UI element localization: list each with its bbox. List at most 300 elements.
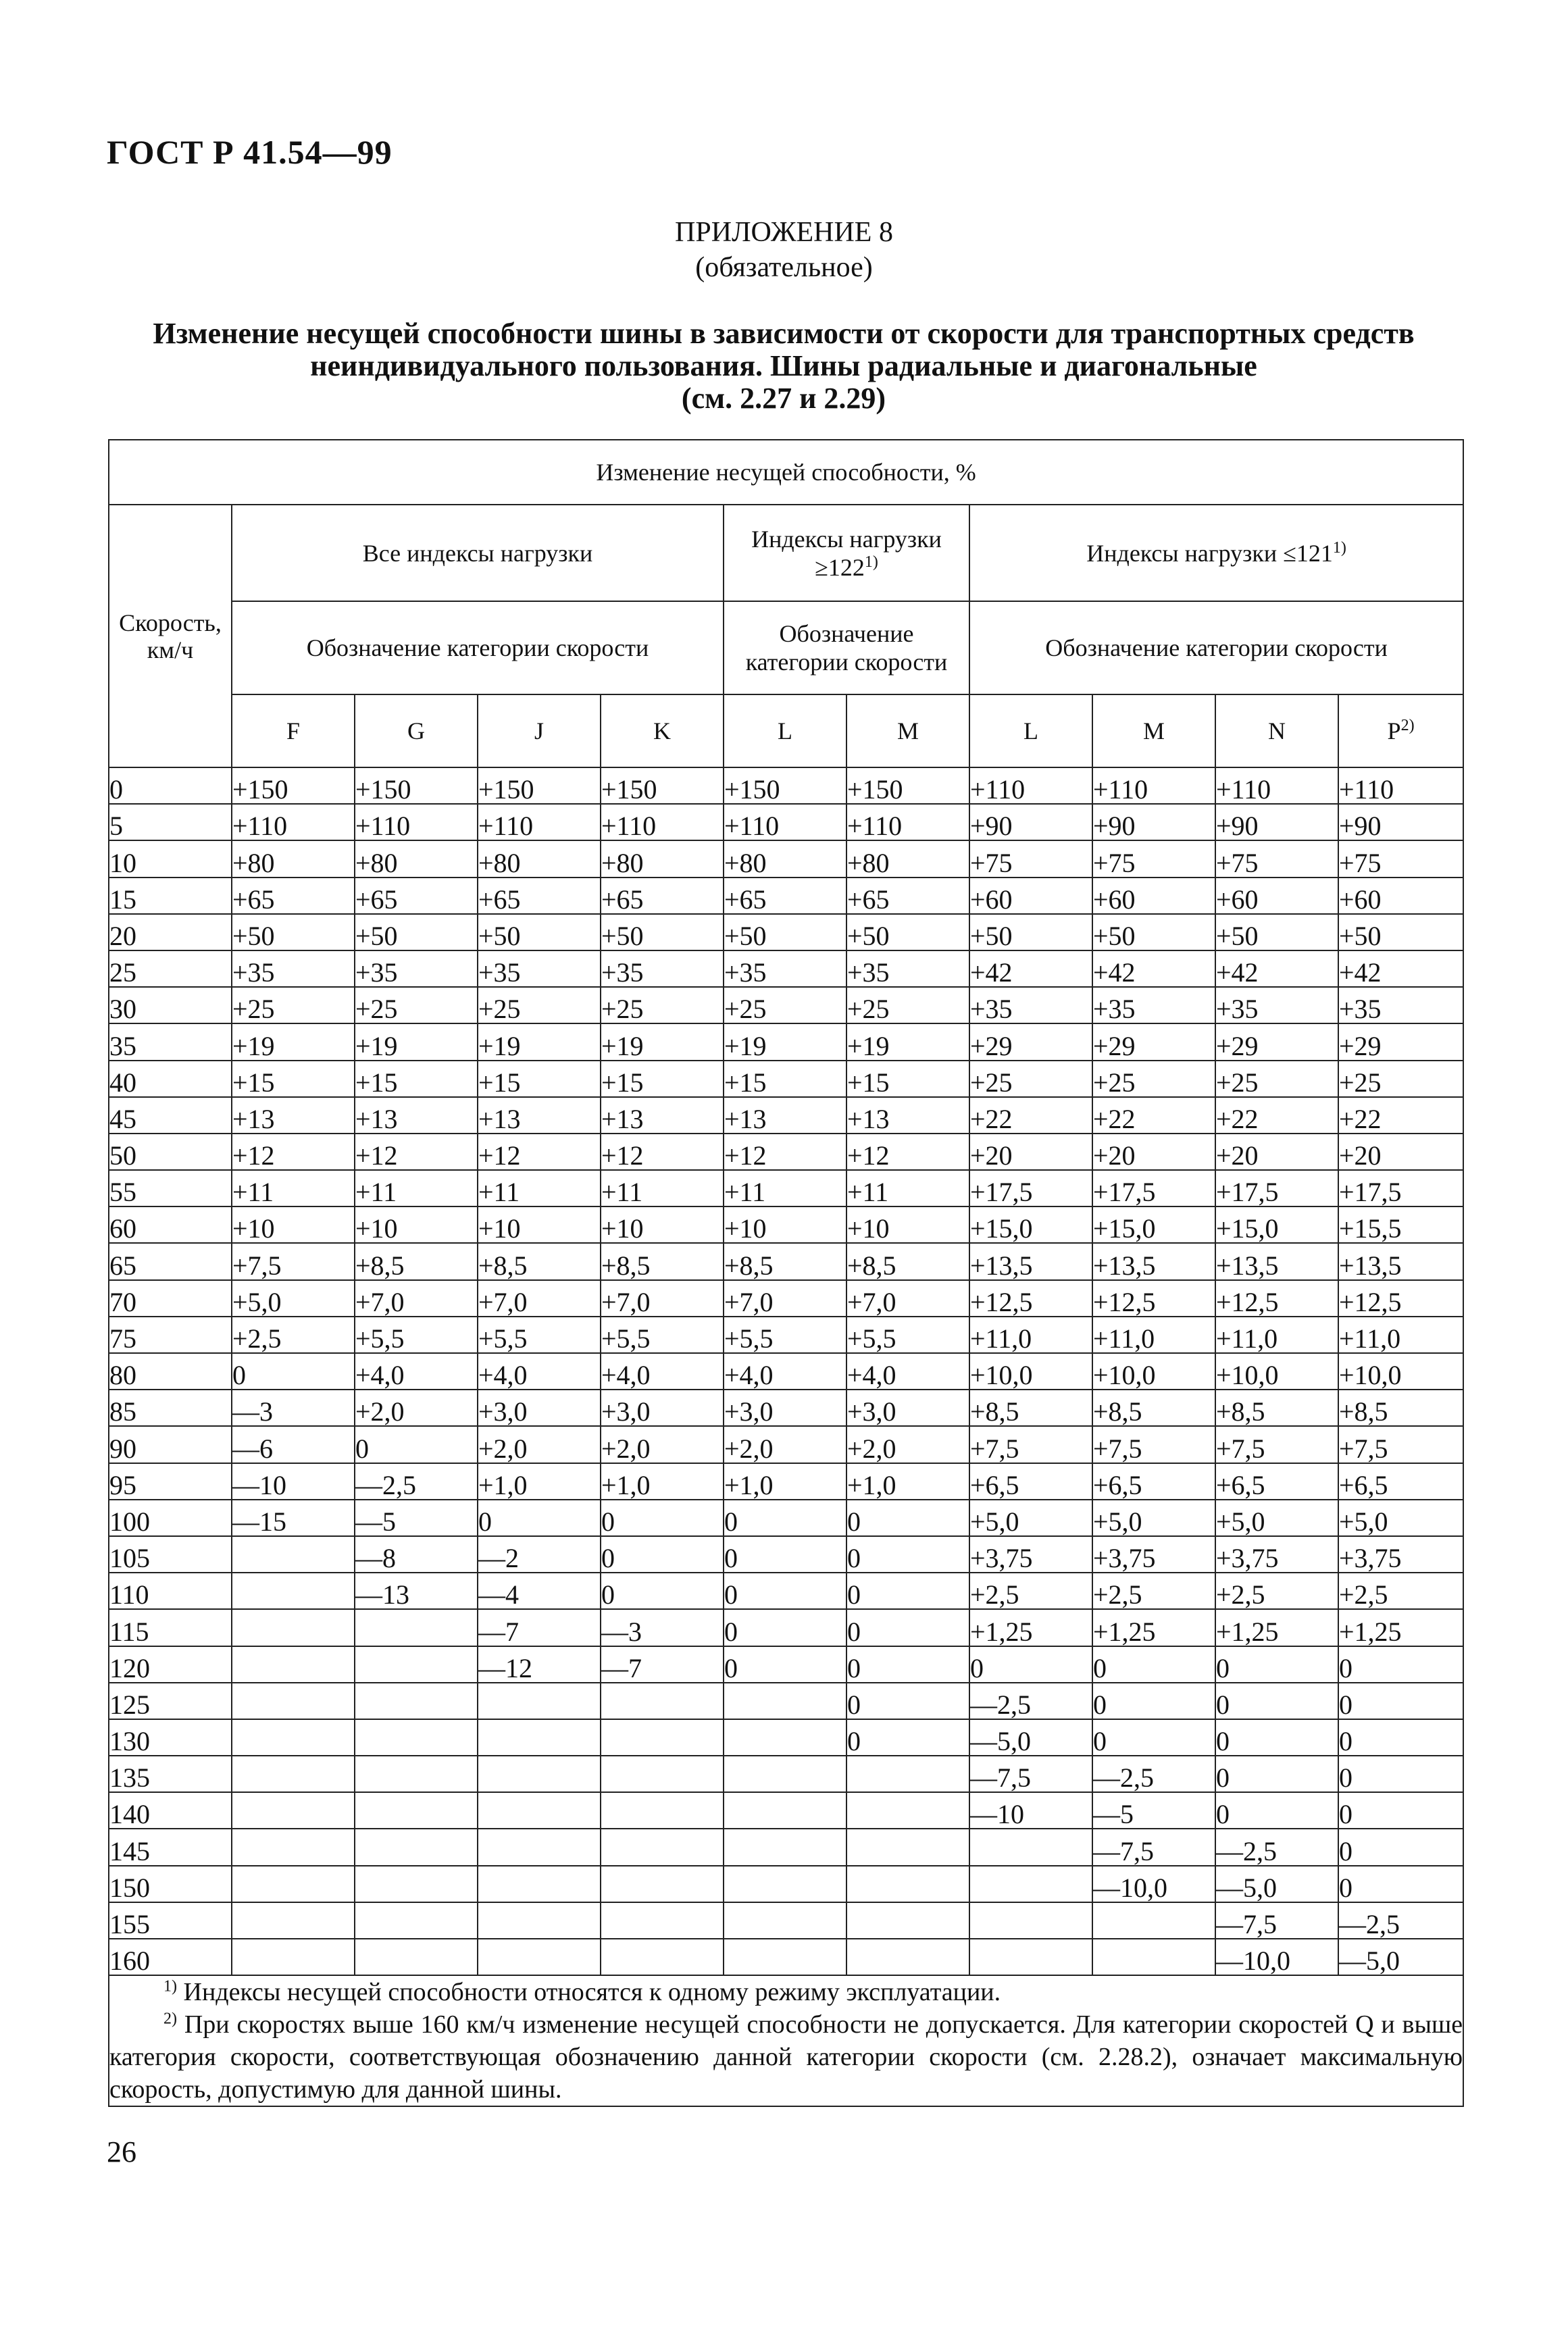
value-cell (601, 1792, 724, 1829)
value-cell: 0 (846, 1683, 969, 1719)
value-cell: —3 (601, 1609, 724, 1646)
value-cell: +50 (1338, 914, 1463, 950)
value-cell: +35 (969, 987, 1092, 1023)
speed-cell: 90 (109, 1426, 232, 1463)
speed-cell: 10 (109, 840, 232, 877)
value-cell (232, 1902, 355, 1939)
value-cell: +29 (1215, 1023, 1338, 1060)
value-cell: —7 (601, 1646, 724, 1683)
value-cell: +2,5 (1338, 1573, 1463, 1609)
value-cell: +2,0 (601, 1426, 724, 1463)
value-cell: +15 (232, 1061, 355, 1097)
document-title-line-2: неиндивидуального пользования. Шины радиальные и диагональные (310, 349, 1257, 382)
value-cell: 0 (724, 1573, 846, 1609)
value-cell: +20 (1092, 1134, 1215, 1170)
value-cell (355, 1866, 478, 1902)
value-cell: +8,5 (478, 1243, 601, 1279)
speed-cell: 85 (109, 1390, 232, 1426)
value-cell: +11 (846, 1170, 969, 1206)
table-row (109, 1536, 1463, 1573)
value-cell: +10 (601, 1206, 724, 1243)
table-row (109, 950, 1463, 987)
value-cell: +75 (1092, 840, 1215, 877)
value-cell: +12 (846, 1134, 969, 1170)
value-cell: +80 (601, 840, 724, 877)
value-cell (846, 1792, 969, 1829)
speed-cell: 150 (109, 1866, 232, 1902)
value-cell: +60 (1215, 878, 1338, 914)
value-cell: +20 (1215, 1134, 1338, 1170)
value-cell: +6,5 (1338, 1463, 1463, 1500)
document-title-line-3: (см. 2.27 и 2.29) (681, 382, 886, 415)
value-cell: +65 (478, 878, 601, 914)
value-cell: +5,5 (724, 1317, 846, 1353)
table-row (109, 1426, 1463, 1463)
appendix-status: (обязательное) (695, 252, 873, 283)
value-cell: +42 (1092, 950, 1215, 987)
value-cell: +10 (478, 1206, 601, 1243)
table-row (109, 1829, 1463, 1865)
value-cell: +15 (724, 1061, 846, 1097)
value-cell: +1,25 (969, 1609, 1092, 1646)
speed-cell: 100 (109, 1500, 232, 1536)
value-cell: +17,5 (969, 1170, 1092, 1206)
table-row (109, 1866, 1463, 1902)
value-cell: +65 (724, 878, 846, 914)
value-cell (232, 1573, 355, 1609)
value-cell: +15,5 (1338, 1206, 1463, 1243)
value-cell (478, 1719, 601, 1756)
value-cell: +15 (355, 1061, 478, 1097)
speed-category-label-all: Обозначение категории скорости (232, 601, 724, 694)
table-row (109, 1792, 1463, 1829)
value-cell: +5,0 (1092, 1500, 1215, 1536)
value-cell: +17,5 (1215, 1170, 1338, 1206)
value-cell: +110 (478, 804, 601, 840)
value-cell: +11,0 (969, 1317, 1092, 1353)
value-cell: +35 (355, 950, 478, 987)
value-cell: +12 (232, 1134, 355, 1170)
speed-cell: 35 (109, 1023, 232, 1060)
speed-cell: 5 (109, 804, 232, 840)
table-row (109, 1061, 1463, 1097)
value-cell (969, 1829, 1092, 1865)
footnotes (109, 1975, 1463, 2106)
value-cell: +150 (846, 767, 969, 804)
value-cell: +13 (724, 1097, 846, 1134)
value-cell: 0 (1092, 1683, 1215, 1719)
table-row (109, 1280, 1463, 1317)
value-cell: 0 (724, 1500, 846, 1536)
value-cell: —2,5 (1092, 1756, 1215, 1792)
speed-cell: 155 (109, 1902, 232, 1939)
value-cell: +7,5 (1215, 1426, 1338, 1463)
value-cell: +12 (724, 1134, 846, 1170)
value-cell (846, 1756, 969, 1792)
table-row (109, 840, 1463, 877)
value-cell: +8,5 (1338, 1390, 1463, 1426)
value-cell: +25 (969, 1061, 1092, 1097)
value-cell: 0 (724, 1646, 846, 1683)
value-cell: 0 (1092, 1719, 1215, 1756)
value-cell: 0 (1215, 1683, 1338, 1719)
value-cell: 0 (846, 1536, 969, 1573)
page-number: 26 (107, 2135, 136, 2168)
speed-category-label-ge-122: Обозначение категории скорости (724, 601, 969, 694)
value-cell: +11,0 (1338, 1317, 1463, 1353)
value-cell (846, 1866, 969, 1902)
value-cell: +7,5 (1338, 1426, 1463, 1463)
speed-cell: 70 (109, 1280, 232, 1317)
value-cell: +35 (232, 950, 355, 987)
value-cell (232, 1536, 355, 1573)
value-cell: 0 (846, 1500, 969, 1536)
value-cell: +11 (724, 1170, 846, 1206)
value-cell: +1,25 (1215, 1609, 1338, 1646)
value-cell: +7,5 (969, 1426, 1092, 1463)
value-cell (355, 1719, 478, 1756)
value-cell: +65 (232, 878, 355, 914)
value-cell: +25 (846, 987, 969, 1023)
table-row (109, 1683, 1463, 1719)
value-cell: 0 (601, 1536, 724, 1573)
value-cell: +150 (601, 767, 724, 804)
value-cell: 0 (355, 1426, 478, 1463)
value-cell: 0 (1338, 1829, 1463, 1865)
value-cell: +10,0 (1092, 1353, 1215, 1390)
value-cell: +150 (355, 767, 478, 804)
value-cell: +150 (724, 767, 846, 804)
value-cell (355, 1609, 478, 1646)
footnote-1: $^{1)}$ Индексы несущей способности относятся к одному режиму эксплуатации. (163, 1977, 1001, 2007)
value-cell (355, 1683, 478, 1719)
value-cell: +80 (232, 840, 355, 877)
table-row (109, 1243, 1463, 1279)
value-cell (232, 1866, 355, 1902)
value-cell: +50 (724, 914, 846, 950)
value-cell: +29 (969, 1023, 1092, 1060)
value-cell: +13 (846, 1097, 969, 1134)
value-cell: —8 (355, 1536, 478, 1573)
value-cell: +6,5 (969, 1463, 1092, 1500)
value-cell: +5,5 (478, 1317, 601, 1353)
value-cell: —7,5 (1215, 1902, 1338, 1939)
value-cell (478, 1939, 601, 1975)
value-cell: —15 (232, 1500, 355, 1536)
value-cell: —5,0 (1215, 1866, 1338, 1902)
value-cell: +75 (1338, 840, 1463, 877)
value-cell: —5,0 (1338, 1939, 1463, 1975)
value-cell (601, 1683, 724, 1719)
value-cell: +35 (478, 950, 601, 987)
category-j: J (478, 694, 601, 767)
value-cell: +3,0 (724, 1390, 846, 1426)
value-cell: +19 (478, 1023, 601, 1060)
value-cell: +80 (846, 840, 969, 877)
value-cell: +13,5 (969, 1243, 1092, 1279)
table-row (109, 1500, 1463, 1536)
value-cell: +42 (1338, 950, 1463, 987)
value-cell: +12,5 (1215, 1280, 1338, 1317)
value-cell: +7,0 (355, 1280, 478, 1317)
table-row (109, 1463, 1463, 1500)
value-cell: +15 (601, 1061, 724, 1097)
value-cell: +8,5 (724, 1243, 846, 1279)
value-cell: +5,5 (601, 1317, 724, 1353)
value-cell (724, 1792, 846, 1829)
table-row (109, 914, 1463, 950)
table-row (109, 1134, 1463, 1170)
speed-cell: 105 (109, 1536, 232, 1573)
speed-cell: 125 (109, 1683, 232, 1719)
value-cell: +80 (724, 840, 846, 877)
value-cell (1092, 1902, 1215, 1939)
value-cell: +80 (355, 840, 478, 877)
value-cell: +4,0 (724, 1353, 846, 1390)
value-cell: +90 (1092, 804, 1215, 840)
value-cell: 0 (846, 1719, 969, 1756)
category-f: F (232, 694, 355, 767)
value-cell (232, 1792, 355, 1829)
category-l-le121: L (969, 694, 1092, 767)
value-cell: +10 (724, 1206, 846, 1243)
value-cell: +35 (601, 950, 724, 987)
value-cell: +80 (478, 840, 601, 877)
value-cell: —3 (232, 1390, 355, 1426)
value-cell: +5,5 (846, 1317, 969, 1353)
table-row (109, 987, 1463, 1023)
value-cell: +12,5 (969, 1280, 1092, 1317)
value-cell: +8,5 (969, 1390, 1092, 1426)
value-cell (969, 1866, 1092, 1902)
value-cell: +13,5 (1338, 1243, 1463, 1279)
value-cell: +50 (1215, 914, 1338, 950)
value-cell: +29 (1338, 1023, 1463, 1060)
value-cell: +7,0 (478, 1280, 601, 1317)
value-cell: +4,0 (601, 1353, 724, 1390)
value-cell: 0 (724, 1609, 846, 1646)
value-cell: —12 (478, 1646, 601, 1683)
value-cell: +10 (232, 1206, 355, 1243)
group-header-all-indices: Все индексы нагрузки (232, 505, 724, 601)
value-cell: +3,75 (1092, 1536, 1215, 1573)
value-cell: +35 (846, 950, 969, 987)
value-cell (724, 1902, 846, 1939)
speed-cell: 75 (109, 1317, 232, 1353)
table-row (109, 1939, 1463, 1975)
value-cell: +50 (969, 914, 1092, 950)
value-cell: +2,5 (232, 1317, 355, 1353)
value-cell: +25 (724, 987, 846, 1023)
value-cell: +35 (1215, 987, 1338, 1023)
value-cell (355, 1646, 478, 1683)
table-row (109, 1023, 1463, 1060)
value-cell: +4,0 (355, 1353, 478, 1390)
value-cell: +22 (969, 1097, 1092, 1134)
value-cell: +150 (478, 767, 601, 804)
value-cell: +8,5 (846, 1243, 969, 1279)
value-cell: +7,5 (1092, 1426, 1215, 1463)
speed-cell: 20 (109, 914, 232, 950)
value-cell: +3,75 (969, 1536, 1092, 1573)
value-cell: +12 (478, 1134, 601, 1170)
speed-category-row (109, 694, 1463, 767)
table-row (109, 1097, 1463, 1134)
value-cell: +5,0 (1215, 1500, 1338, 1536)
speed-category-label-le-121: Обозначение категории скорости (969, 601, 1463, 694)
value-cell: +75 (969, 840, 1092, 877)
group-header-index-le-121: Индексы нагрузки $\le 121^{1)}$ (969, 505, 1463, 601)
category-p: $P^{2)}$ (1338, 694, 1463, 767)
value-cell (355, 1902, 478, 1939)
value-cell (601, 1756, 724, 1792)
value-cell: +11 (478, 1170, 601, 1206)
value-cell: +60 (1092, 878, 1215, 914)
value-cell: +6,5 (1215, 1463, 1338, 1500)
value-cell: +2,0 (846, 1426, 969, 1463)
value-cell: 0 (846, 1609, 969, 1646)
table-row (109, 1206, 1463, 1243)
value-cell: 0 (232, 1353, 355, 1390)
value-cell: —7,5 (1092, 1829, 1215, 1865)
value-cell: +90 (1338, 804, 1463, 840)
speed-cell: 40 (109, 1061, 232, 1097)
table-row (109, 767, 1463, 804)
speed-cell: 55 (109, 1170, 232, 1206)
value-cell: +50 (846, 914, 969, 950)
value-cell: +12 (601, 1134, 724, 1170)
value-cell (478, 1902, 601, 1939)
value-cell: +110 (1092, 767, 1215, 804)
value-cell: +5,5 (355, 1317, 478, 1353)
table-row (109, 1170, 1463, 1206)
table-row (109, 1902, 1463, 1939)
value-cell: +5,0 (1338, 1500, 1463, 1536)
value-cell (724, 1829, 846, 1865)
value-cell: +90 (1215, 804, 1338, 840)
value-cell: —10 (969, 1792, 1092, 1829)
value-cell: 0 (1338, 1756, 1463, 1792)
value-cell (478, 1792, 601, 1829)
value-cell: +1,0 (846, 1463, 969, 1500)
speed-cell: 30 (109, 987, 232, 1023)
value-cell: 0 (1338, 1646, 1463, 1683)
value-cell: +22 (1215, 1097, 1338, 1134)
value-cell: —10,0 (1215, 1939, 1338, 1975)
table-row (109, 804, 1463, 840)
value-cell: +19 (232, 1023, 355, 1060)
value-cell: +110 (601, 804, 724, 840)
value-cell (724, 1939, 846, 1975)
load-capacity-table (108, 439, 1464, 2107)
value-cell: —7 (478, 1609, 601, 1646)
speed-cell: 25 (109, 950, 232, 987)
table-row (109, 1573, 1463, 1609)
category-m-le121: M (1092, 694, 1215, 767)
speed-cell: 0 (109, 767, 232, 804)
group-header-index-ge-122: Индексы нагрузки $\ge 122^{1)}$ (724, 505, 969, 601)
category-g: G (355, 694, 478, 767)
table-row (109, 1646, 1463, 1683)
value-cell: +17,5 (1092, 1170, 1215, 1206)
value-cell: 0 (846, 1646, 969, 1683)
value-cell: +50 (601, 914, 724, 950)
value-cell: +5,0 (232, 1280, 355, 1317)
value-cell (232, 1683, 355, 1719)
value-cell: +13 (601, 1097, 724, 1134)
value-cell: —2,5 (1215, 1829, 1338, 1865)
value-cell: +1,0 (601, 1463, 724, 1500)
value-cell: +42 (1215, 950, 1338, 987)
value-cell: +2,5 (1215, 1573, 1338, 1609)
value-cell: +110 (232, 804, 355, 840)
value-cell: +15 (478, 1061, 601, 1097)
value-cell (846, 1939, 969, 1975)
value-cell (724, 1756, 846, 1792)
value-cell: +7,0 (724, 1280, 846, 1317)
value-cell: +10,0 (1338, 1353, 1463, 1390)
speed-cell: 140 (109, 1792, 232, 1829)
value-cell: +13,5 (1215, 1243, 1338, 1279)
value-cell (1092, 1939, 1215, 1975)
value-cell: 0 (1338, 1683, 1463, 1719)
value-cell: +75 (1215, 840, 1338, 877)
appendix-title: ПРИЛОЖЕНИЕ 8 (675, 217, 893, 248)
value-cell (724, 1683, 846, 1719)
table-row (109, 878, 1463, 914)
value-cell (232, 1609, 355, 1646)
value-cell: +35 (1092, 987, 1215, 1023)
value-cell (232, 1829, 355, 1865)
value-cell (478, 1756, 601, 1792)
value-cell: +15 (846, 1061, 969, 1097)
table-row (109, 1609, 1463, 1646)
table-top-header: Изменение несущей способности, % (109, 440, 1463, 505)
value-cell: +7,5 (232, 1243, 355, 1279)
value-cell: 0 (1338, 1792, 1463, 1829)
value-cell: +10 (846, 1206, 969, 1243)
value-cell: —5 (355, 1500, 478, 1536)
value-cell: +7,0 (601, 1280, 724, 1317)
category-k: K (601, 694, 724, 767)
value-cell (846, 1902, 969, 1939)
value-cell: +35 (724, 950, 846, 987)
value-cell: +25 (232, 987, 355, 1023)
value-cell: +22 (1092, 1097, 1215, 1134)
value-cell: +8,5 (601, 1243, 724, 1279)
value-cell: +10 (355, 1206, 478, 1243)
value-cell: +3,0 (601, 1390, 724, 1426)
table-row (109, 1756, 1463, 1792)
value-cell (969, 1902, 1092, 1939)
value-cell: +35 (1338, 987, 1463, 1023)
speed-cell: 145 (109, 1829, 232, 1865)
value-cell: —2,5 (969, 1683, 1092, 1719)
value-cell (601, 1939, 724, 1975)
value-cell (232, 1646, 355, 1683)
value-cell: +50 (355, 914, 478, 950)
value-cell: +11 (232, 1170, 355, 1206)
value-cell: +12 (355, 1134, 478, 1170)
value-cell: 0 (724, 1536, 846, 1573)
value-cell: 0 (601, 1500, 724, 1536)
value-cell: +6,5 (1092, 1463, 1215, 1500)
value-cell: +60 (969, 878, 1092, 914)
value-cell: +3,0 (846, 1390, 969, 1426)
value-cell: +25 (601, 987, 724, 1023)
value-cell: 0 (846, 1573, 969, 1609)
value-cell: +2,0 (478, 1426, 601, 1463)
